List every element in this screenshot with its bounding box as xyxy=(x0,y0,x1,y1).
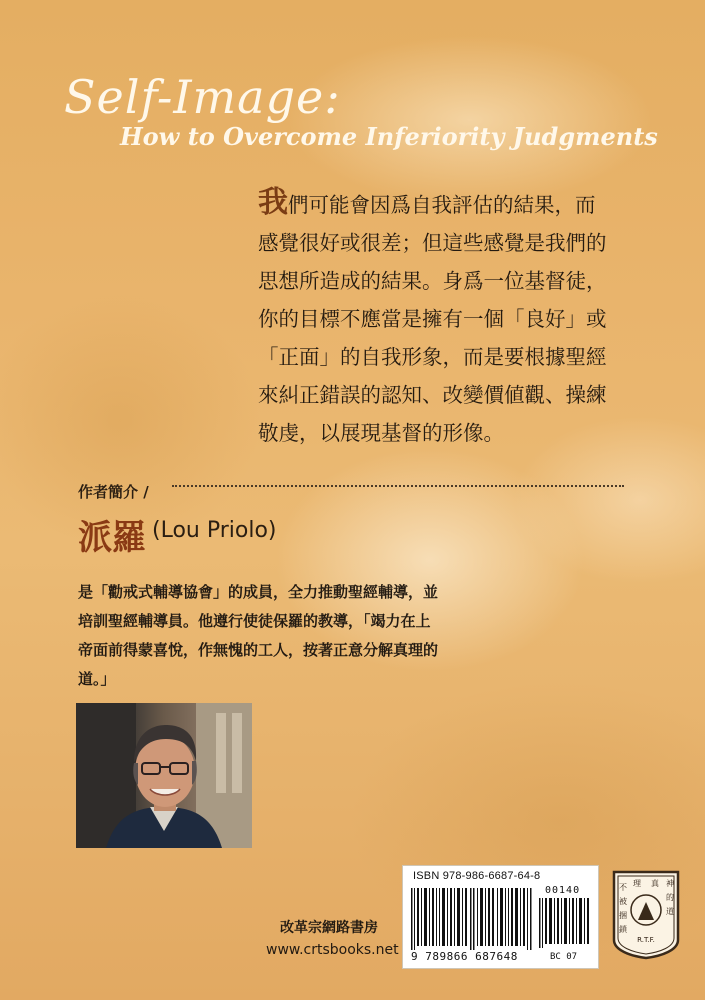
emblem-char: 鎖 xyxy=(619,925,627,934)
barcode-digits: 9 789866 687648 xyxy=(411,950,518,963)
author-portrait-illustration xyxy=(76,703,252,848)
isbn-barcode xyxy=(411,888,535,950)
blurb xyxy=(258,184,658,452)
emblem-initials: R.T.F. xyxy=(637,936,655,944)
publisher-emblem xyxy=(610,870,682,960)
emblem-char: 道 xyxy=(666,907,674,916)
book-subtitle: How to Overcome Inferiority Judgments xyxy=(120,122,658,151)
publisher-name: 改革宗網路書房 xyxy=(280,920,378,936)
author-section-label: 作者簡介 / xyxy=(78,483,149,501)
drop-cap: 我 xyxy=(258,185,288,220)
emblem-char: 神 xyxy=(666,879,674,888)
price-code: 00140 xyxy=(545,885,581,896)
blurb-line: 「正面」的自我形象，而是要根據聖經 xyxy=(258,345,607,369)
bio-line: 帝面前得蒙喜悅，作無愧的工人，按著正意分解真理的 xyxy=(78,641,439,659)
author-bio xyxy=(78,578,508,694)
blurb-line: 思想所造成的結果。身爲一位基督徒， xyxy=(258,269,607,293)
price-barcode xyxy=(539,898,591,948)
blurb-line: 我們可能會因爲自我評估的結果，而 xyxy=(258,185,596,220)
bio-line: 道。」 xyxy=(78,670,116,688)
emblem-char: 的 xyxy=(666,893,674,902)
blurb-line: 敬虔，以展現基督的形像。 xyxy=(258,421,504,445)
emblem-char: 理 xyxy=(633,879,641,888)
author-photo xyxy=(76,703,252,848)
barcode xyxy=(402,865,599,969)
bio-line: 是「勸戒式輔導協會」的成員，全力推動聖經輔導，並 xyxy=(78,583,439,601)
publisher-url: www.crtsbooks.net xyxy=(266,942,399,958)
book-title: Self-Image: xyxy=(64,70,341,124)
author-name-zh: 派羅 xyxy=(78,518,146,558)
series-code: BC 07 xyxy=(550,952,578,962)
emblem-char: 被 xyxy=(619,897,627,906)
bio-line: 培訓聖經輔導員。他遵行使徒保羅的教導，「竭力在上 xyxy=(78,612,431,630)
blurb-line: 你的目標不應當是擁有一個「良好」或 xyxy=(258,307,607,331)
emblem-char: 不 xyxy=(619,883,627,892)
isbn-label: ISBN 978-986-6687-64-8 xyxy=(413,870,541,882)
emblem-char: 真 xyxy=(651,879,659,888)
dotted-divider xyxy=(172,485,624,499)
blurb-line: 來糾正錯誤的認知、改變價値觀、操練 xyxy=(258,383,607,407)
emblem-char: 捆 xyxy=(619,911,627,920)
author-name-en: (Lou Priolo) xyxy=(152,518,277,543)
blurb-line: 感覺很好或很差；但這些感覺是我們的 xyxy=(258,231,607,255)
